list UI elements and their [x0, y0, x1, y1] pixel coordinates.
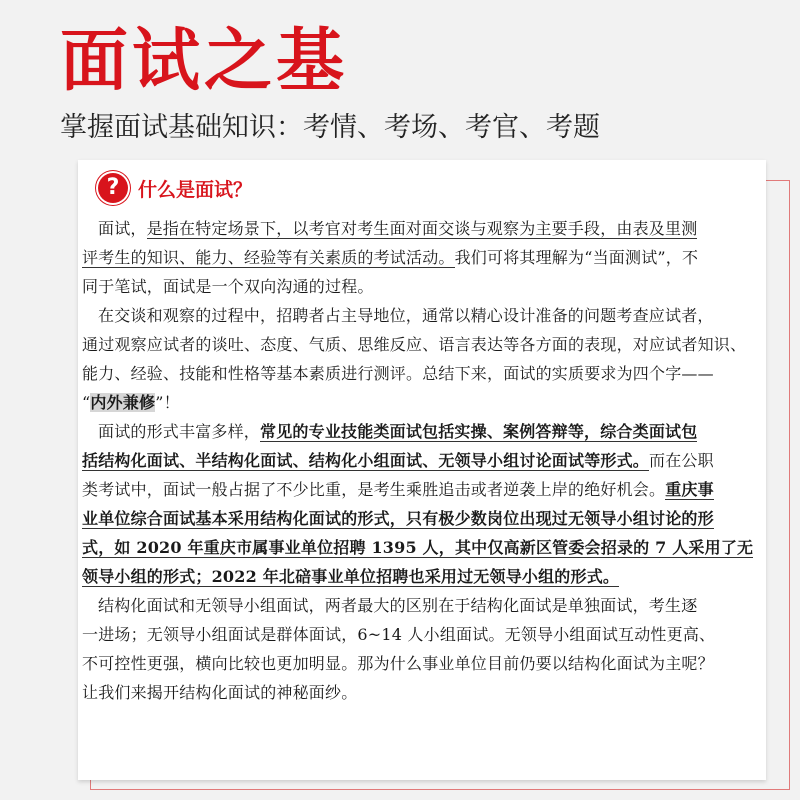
text-line: 同于笔试，面试是一个双向沟通的过程。 — [82, 277, 374, 296]
text-line: 不可控性更强，横向比较也更加明显。那为什么事业单位目前仍要以结构化面试为主呢？ — [82, 654, 714, 673]
text-line: 评考生的知识、能力、经验等有关素质的考试活动。我们可将其理解为“当面测试”，不 — [82, 248, 699, 267]
text-line: 式，如 2020 年重庆市属事业单位招聘 1395 人，其中仅高新区管委会招录的 7 人采用了无 — [82, 538, 754, 557]
text-line: 面试的形式丰富多样，常见的专业技能类面试包括实操、案例答辩等，综合类面试包 — [98, 422, 698, 441]
content-card — [78, 160, 766, 780]
text-line: 一进场；无领导小组面试是群体面试，6~14 人小组面试。无领导小组面试互动性更高、 — [82, 625, 716, 644]
text-line: 类考试中，面试一般占据了不少比重，是考生乘胜追击或者逆袭上岸的绝好机会。重庆事 — [82, 480, 714, 499]
text-line: “内外兼修”！ — [82, 393, 180, 412]
text-line: 在交谈和观察的过程中，招聘者占主导地位，通常以精心设计准备的问题考查应试者， — [98, 306, 714, 325]
text-line: 结构化面试和无领导小组面试，两者最大的区别在于结构化面试是单独面试，考生逐 — [98, 596, 698, 615]
text-line: 业单位综合面试基本采用结构化面试的形式，只有极少数岗位出现过无领导小组讨论的形 — [82, 509, 714, 528]
text-line: 括结构化面试、半结构化面试、结构化小组面试、无领导小组讨论面试等形式。而在公职 — [82, 451, 714, 470]
page-title: 面试之基 — [60, 22, 349, 101]
text-line: 让我们来揭开结构化面试的神秘面纱。 — [82, 683, 358, 702]
section-heading — [98, 170, 252, 206]
text-line: 能力、经验、技能和性格等基本素质进行测评。总结下来，面试的实质要求为四个字—— — [82, 364, 714, 383]
text-line: 领导小组的形式；2022 年北碚事业单位招聘也采用过无领导小组的形式。 — [82, 567, 620, 586]
text-line: 通过观察应试者的谈吐、态度、气质、思维反应、语言表达等各方面的表现，对应试者知识、 — [82, 335, 747, 354]
text-line: 面试，是指在特定场景下，以考官对考生面对面交谈与观察为主要手段，由表及里测 — [98, 219, 698, 238]
question-icon: ? — [98, 173, 128, 203]
page-subtitle: 掌握面试基础知识：考情、考场、考官、考题 — [60, 112, 600, 143]
section-heading-text: 什么是面试？ — [138, 178, 253, 201]
